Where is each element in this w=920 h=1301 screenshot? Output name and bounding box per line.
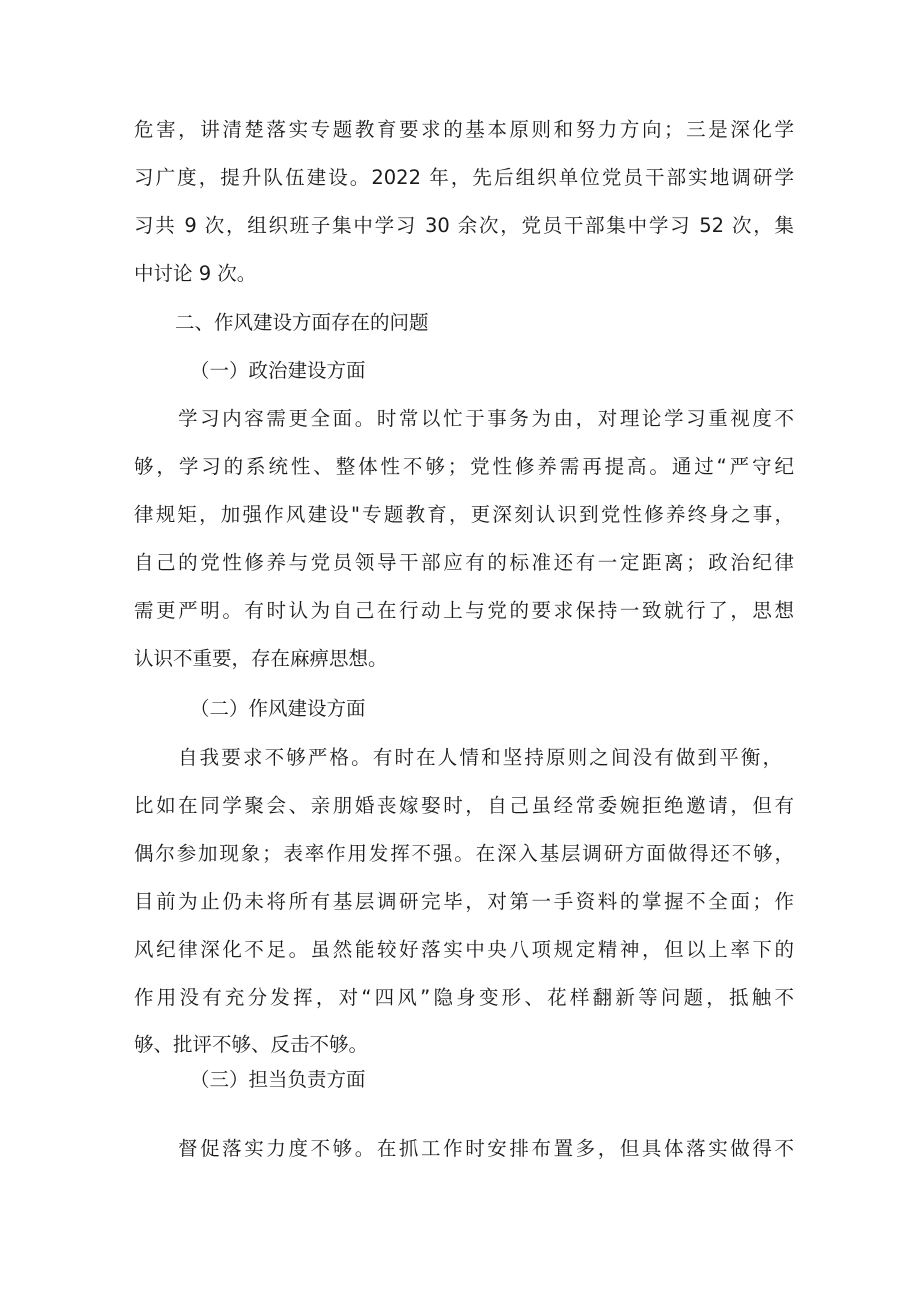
paragraph-3-line-5: 风纪律深化不足。虽然能较好落实中央八项规定精神，但以上率下的 <box>134 938 794 961</box>
paragraph-2-line-5: 需更严明。有时认为自己在行动上与党的要求保持一致就行了，思想 <box>134 599 794 622</box>
subheading-political: （一）政治建设方面 <box>190 359 366 382</box>
paragraph-1-line-1: 危害，讲清楚落实专题教育要求的基本原则和努力方向；三是深化学 <box>134 118 794 141</box>
paragraph-2-line-6: 认识不重要，存在麻痹思想。 <box>134 647 388 670</box>
paragraph-2-line-3: 律规矩，加强作风建设"专题教育，更深刻认识到党性修养终身之事， <box>134 503 794 526</box>
paragraph-3-line-3: 偶尔参加现象；表率作用发挥不强。在深入基层调研方面做得还不够， <box>134 842 794 865</box>
paragraph-3-line-1: 自我要求不够严格。有时在人情和坚持原则之间没有做到平衡， <box>178 746 782 769</box>
subheading-work-style: （二）作风建设方面 <box>190 697 366 720</box>
paragraph-3-line-6: 作用没有充分发挥，对“四风”隐身变形、花样翻新等问题，抵触不 <box>134 986 794 1009</box>
paragraph-2-line-1: 学习内容需更全面。时常以忙于事务为由，对理论学习重视度不 <box>178 407 794 430</box>
paragraph-1-line-2: 习广度，提升队伍建设。2022 年，先后组织单位党员干部实地调研学 <box>134 166 794 189</box>
paragraph-3-line-4: 目前为止仍未将所有基层调研完毕，对第一手资料的掌握不全面；作 <box>134 890 794 913</box>
paragraph-2-line-4: 自己的党性修养与党员领导干部应有的标准还有一定距离；政治纪律 <box>134 551 794 574</box>
subheading-responsibility: （三）担当负责方面 <box>190 1068 366 1091</box>
paragraph-1-line-3: 习共 9 次，组织班子集中学习 30 余次，党员干部集中学习 52 次，集 <box>134 214 794 237</box>
paragraph-3-line-7: 够、批评不够、反击不够。 <box>134 1033 369 1056</box>
paragraph-1-line-4: 中讨论 9 次。 <box>134 262 257 285</box>
paragraph-3-line-2: 比如在同学聚会、亲朋婚丧嫁娶时，自己虽经常委婉拒绝邀请，但有 <box>134 794 794 817</box>
section-heading: 二、作风建设方面存在的问题 <box>175 311 429 334</box>
paragraph-2-line-2: 够，学习的系统性、整体性不够；党性修养需再提高。通过“严守纪 <box>134 455 794 478</box>
paragraph-4-line-1: 督促落实力度不够。在抓工作时安排布置多，但具体落实做得不 <box>178 1137 794 1160</box>
